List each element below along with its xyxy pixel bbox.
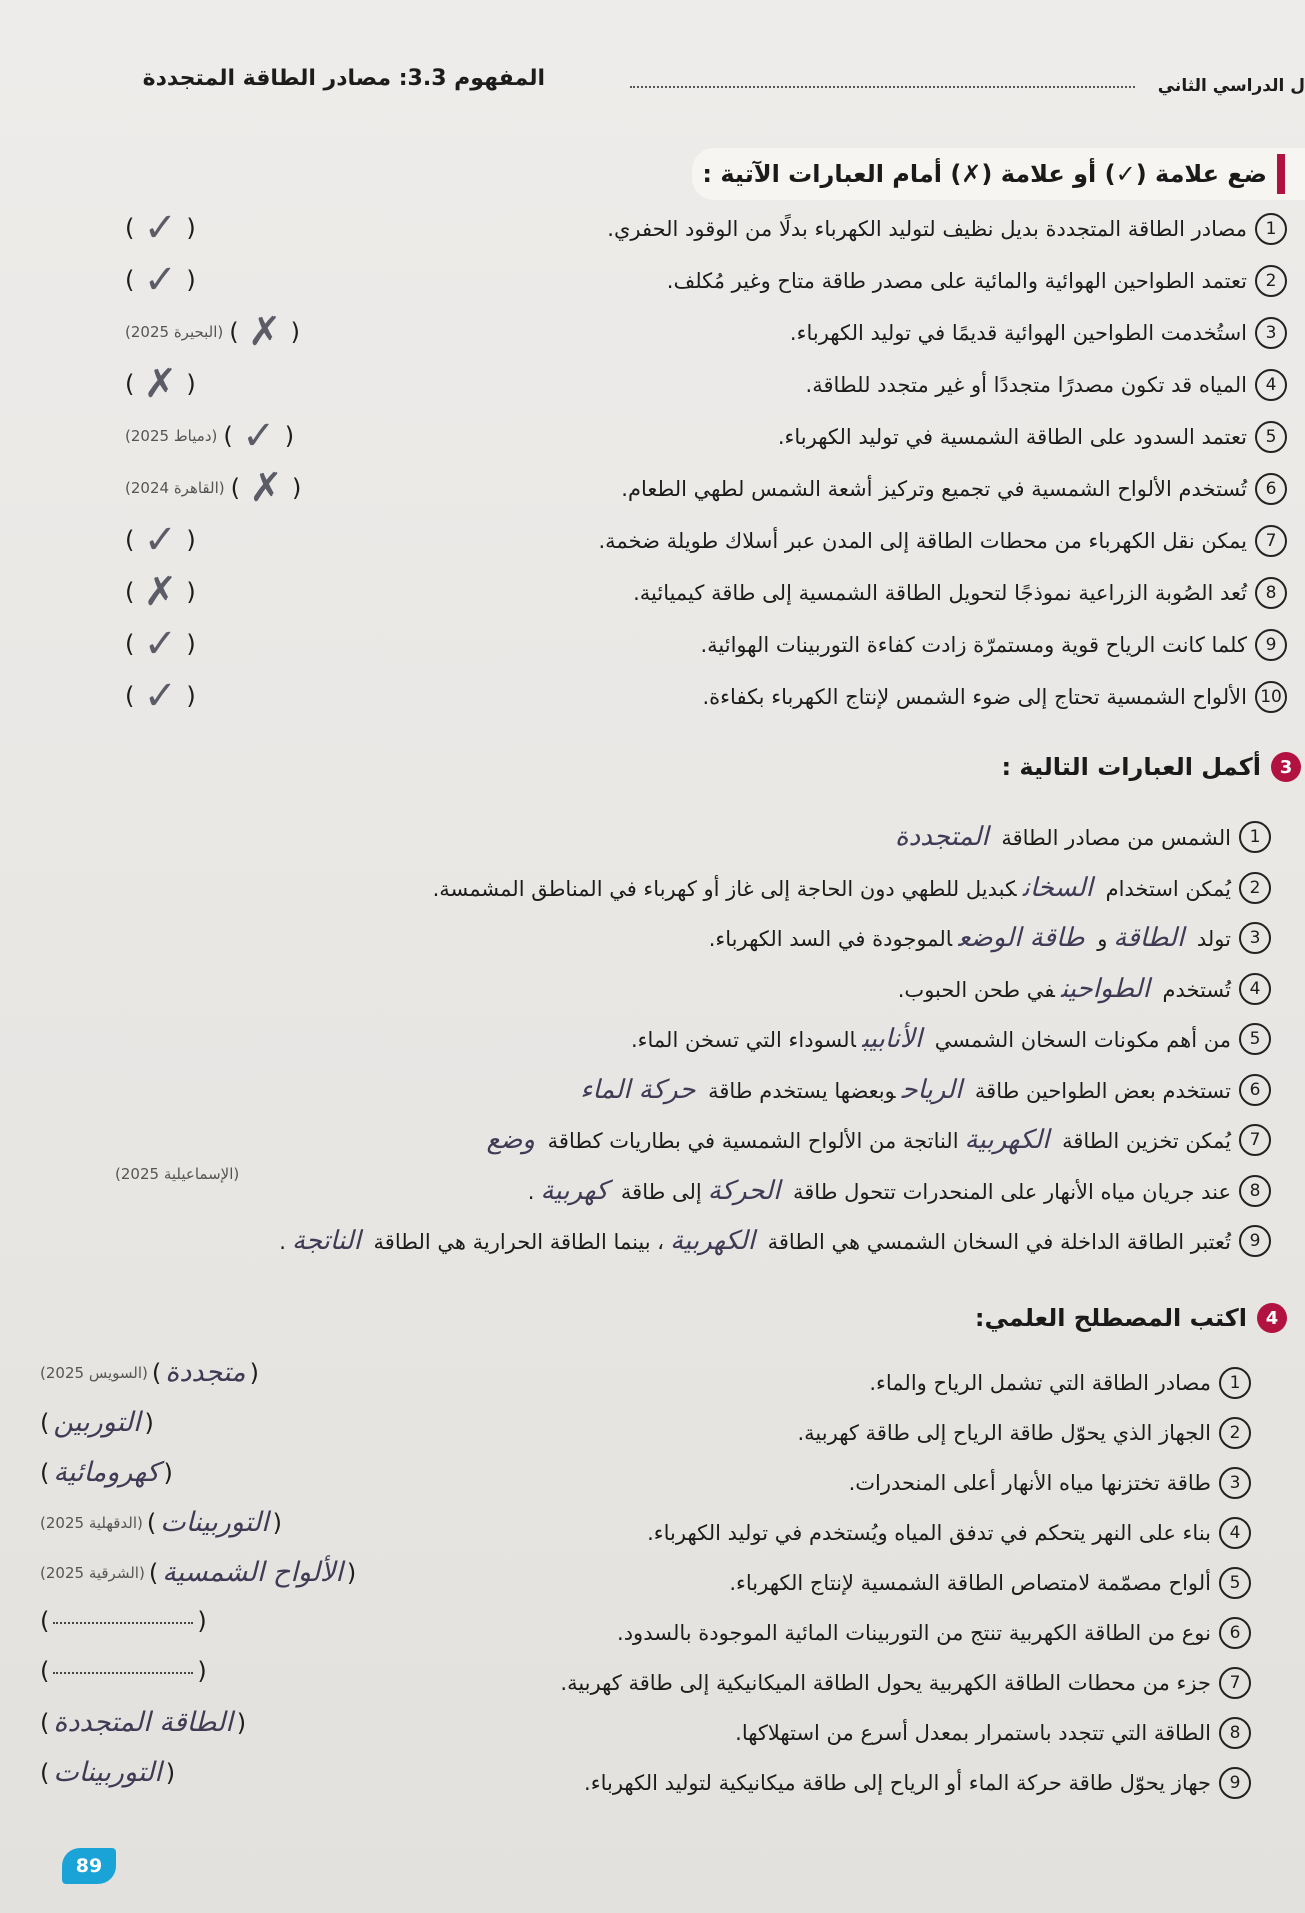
handwritten-answer: الألواح الشمسية: [162, 1557, 343, 1588]
item-number: 8: [1255, 577, 1287, 609]
term-item: [735, 1717, 1251, 1749]
section-2-title: ضع علامة (✓) أو علامة (✗) أمام العبارات الآتية :: [702, 160, 1267, 188]
handwritten-answer[interactable]: طاقة الوضع: [958, 923, 1085, 953]
statement-item: [621, 473, 1287, 505]
close-bracket: ): [151, 1358, 162, 1387]
open-bracket: (: [163, 1458, 173, 1487]
completion-item: [528, 1175, 1271, 1207]
handwritten-answer[interactable]: الكهربية: [670, 1226, 755, 1256]
definition-text: مصادر الطاقة التي تشمل الرياح والماء.: [869, 1371, 1211, 1395]
handwritten-answer: التوربين: [53, 1407, 141, 1438]
sentence-part: يُمكن تخزين الطاقة: [1062, 1129, 1231, 1153]
close-bracket: ): [125, 214, 135, 242]
term-answer-bracket[interactable]: [40, 1357, 259, 1388]
item-number: 6: [1255, 473, 1287, 505]
open-bracket: (: [165, 1758, 176, 1787]
term-item: [729, 1567, 1251, 1599]
sentence-part: و: [1097, 927, 1108, 951]
cross-mark: ✗: [143, 569, 178, 615]
statement-item: [700, 629, 1287, 661]
term-item: [849, 1467, 1251, 1499]
statement-item: [703, 681, 1288, 713]
item-number: 4: [1239, 973, 1271, 1005]
handwritten-answer[interactable]: الحركة: [707, 1175, 781, 1206]
item-number: 8: [1239, 1175, 1271, 1207]
open-bracket: (: [144, 1408, 154, 1437]
close-bracket: ): [125, 526, 135, 554]
definition-text: الطاقة التي تتجدد باستمرار بمعدل أسرع من استهلاكها.: [735, 1721, 1211, 1745]
section-3-heading: [1001, 752, 1301, 782]
handwritten-answer[interactable]: حركة الماء: [580, 1074, 696, 1105]
close-bracket: ): [40, 1657, 50, 1685]
completion-item: [889, 821, 1271, 853]
term-answer-bracket[interactable]: [40, 1707, 246, 1738]
close-bracket: ): [125, 630, 135, 658]
answer-bracket[interactable]: [125, 673, 196, 719]
close-bracket: ): [40, 1408, 50, 1437]
heading-accent-bar: [1277, 154, 1285, 194]
completion-item: [433, 872, 1271, 904]
open-bracket: (: [186, 266, 196, 294]
item-number: 3: [1255, 317, 1287, 349]
completion-text: [480, 1125, 1231, 1155]
statement-text: تعتمد السدود على الطاقة الشمسية في توليد الكهرباء.: [777, 425, 1247, 449]
completion-text: [279, 1226, 1231, 1256]
sentence-part: تُستخدم: [1162, 977, 1231, 1002]
close-bracket: ): [40, 1458, 50, 1487]
close-bracket: ): [146, 1508, 157, 1537]
definition-text: نوع من الطاقة الكهربية تنتج من التوربينات المائية الموجودة بالسدود.: [617, 1621, 1211, 1645]
open-bracket: (: [249, 1358, 259, 1387]
item-number: 4: [1255, 369, 1287, 401]
item-number: 4: [1219, 1517, 1251, 1549]
term-answer-bracket[interactable]: [40, 1457, 173, 1488]
handwritten-answer: الطاقة المتجددة: [53, 1707, 233, 1738]
empty-answer-line: [53, 1618, 193, 1624]
statement-item: [667, 265, 1287, 297]
statement-item: [607, 213, 1287, 245]
sentence-part: الناتجة من الألواح الشمسية في بطاريات كطاقة: [547, 1129, 959, 1153]
definition-text: ألواح مصمّمة لامتصاص الطاقة الشمسية لإنتاج الكهرباء.: [729, 1571, 1211, 1595]
section-number-badge: 4: [1257, 1303, 1287, 1333]
definition-text: الجهاز الذي يحوّل طاقة الرياح إلى طاقة كهربية.: [797, 1421, 1211, 1445]
answer-bracket[interactable]: [125, 621, 196, 667]
sentence-part: السوداء التي تسخن الماء.: [630, 1028, 856, 1052]
exam-source-tag: (الشرقية 2025): [40, 1563, 145, 1582]
definition-text: طاقة تختزنها مياه الأنهار أعلى المنحدرات.: [848, 1471, 1211, 1495]
check-mark: ✓: [143, 205, 178, 251]
term-answer-bracket[interactable]: [40, 1657, 207, 1685]
open-bracket: (: [197, 1657, 207, 1685]
completion-text: [631, 1024, 1231, 1054]
open-bracket: (: [186, 682, 196, 710]
item-number: 9: [1239, 1225, 1271, 1257]
close-bracket: ): [229, 318, 239, 346]
open-bracket: (: [236, 1708, 247, 1737]
close-bracket: ): [40, 1758, 50, 1787]
term-answer-bracket[interactable]: [40, 1607, 207, 1635]
item-number: 1: [1219, 1367, 1251, 1399]
completion-text: [528, 1176, 1231, 1206]
completion-item: [898, 973, 1271, 1005]
exam-source-tag: (الإسماعيلية 2025): [115, 1164, 240, 1183]
sentence-part: عند جريان مياه الأنهار على المنحدرات تتحول طاقة: [793, 1179, 1231, 1204]
sentence-part: من أهم مكونات السخان الشمسي: [934, 1028, 1231, 1052]
sentence-part: الموجودة في السد الكهرباء.: [708, 927, 953, 951]
item-number: 8: [1219, 1717, 1251, 1749]
open-bracket: (: [272, 1508, 282, 1537]
exam-source-tag: (القاهرة 2024): [125, 479, 225, 497]
item-number: 9: [1219, 1767, 1251, 1799]
close-bracket: ): [40, 1708, 50, 1737]
chapter-header: ل الدراسي الثاني: [1157, 76, 1305, 96]
check-mark: ✓: [143, 621, 178, 667]
sentence-part: تولد: [1196, 927, 1231, 951]
item-number: 6: [1239, 1074, 1271, 1106]
section-number-badge: 3: [1271, 752, 1301, 782]
handwritten-answer: كهرومائية: [53, 1457, 160, 1488]
open-bracket: (: [186, 214, 196, 242]
completion-item: [574, 1074, 1271, 1106]
handwritten-answer[interactable]: وضع: [486, 1125, 535, 1155]
page-number: 89: [62, 1848, 116, 1884]
term-answer-bracket[interactable]: [40, 1407, 154, 1438]
close-bracket: ): [148, 1558, 159, 1587]
open-bracket: (: [346, 1558, 357, 1587]
item-number: 7: [1239, 1124, 1271, 1156]
statement-item: [790, 317, 1287, 349]
term-item: [647, 1517, 1251, 1549]
open-bracket: (: [186, 370, 196, 398]
item-number: 10: [1255, 681, 1287, 713]
item-number: 5: [1219, 1567, 1251, 1599]
header-dotted-line: [630, 86, 1135, 88]
completion-item: [709, 922, 1271, 954]
close-bracket: ): [230, 474, 240, 502]
section-4-heading: [975, 1303, 1287, 1333]
item-number: 2: [1255, 265, 1287, 297]
completion-text: [898, 974, 1231, 1004]
item-number: 1: [1255, 213, 1287, 245]
close-bracket: ): [40, 1607, 50, 1635]
statement-text: تُستخدم الألواح الشمسية في تجميع وتركيز أشعة الشمس لطهي الطعام.: [621, 477, 1247, 501]
check-mark: ✓: [143, 517, 178, 563]
section-3-title: أكمل العبارات التالية :: [1001, 753, 1261, 781]
sentence-part: ، بينما الطاقة الحرارية هي الطاقة: [373, 1230, 665, 1254]
sentence-part: الشمس من مصادر الطاقة: [1001, 826, 1231, 850]
section-4-title: اكتب المصطلح العلمي:: [974, 1304, 1247, 1332]
sentence-part: تستخدم بعض الطواحين طاقة: [974, 1078, 1231, 1103]
item-number: 2: [1219, 1417, 1251, 1449]
definition-text: جزء من محطات الطاقة الكهربية يحول الطاقة الميكانيكية إلى طاقة كهربية.: [560, 1671, 1211, 1695]
cross-mark: ✗: [143, 361, 178, 407]
sentence-part: وبعضها يستخدم طاقة: [708, 1078, 896, 1103]
answer-bracket[interactable]: [125, 257, 196, 303]
completion-item: [480, 1124, 1271, 1156]
statement-text: المياه قد تكون مصدرًا متجددًا أو غير متجدد للطاقة.: [805, 373, 1247, 397]
cross-mark: ✗: [247, 309, 282, 355]
sentence-part: تُعتبر الطاقة الداخلة في السخان الشمسي هي الطاقة: [767, 1230, 1231, 1254]
open-bracket: (: [186, 526, 196, 554]
close-bracket: ): [125, 682, 135, 710]
term-item: [869, 1367, 1251, 1399]
term-item: [617, 1617, 1251, 1649]
item-number: 7: [1255, 525, 1287, 557]
item-number: 6: [1219, 1617, 1251, 1649]
completion-text: [433, 873, 1231, 903]
sentence-part: في طحن الحبوب.: [897, 977, 1055, 1002]
open-bracket: (: [186, 578, 196, 606]
handwritten-answer[interactable]: المتجددة: [895, 822, 989, 852]
completion-text: [574, 1075, 1231, 1105]
check-mark: ✓: [143, 257, 178, 303]
item-number: 5: [1255, 421, 1287, 453]
item-number: 5: [1239, 1023, 1271, 1055]
close-bracket: ): [125, 266, 135, 294]
exam-source-tag: (الدقهلية 2025): [40, 1513, 143, 1532]
item-number: 3: [1239, 922, 1271, 954]
open-bracket: (: [290, 318, 301, 346]
answer-bracket[interactable]: [125, 413, 294, 459]
item-number: 9: [1255, 629, 1287, 661]
open-bracket: (: [197, 1607, 207, 1635]
definition-text: جهاز يحوّل طاقة حركة الماء أو الرياح إلى طاقة ميكانيكية لتوليد الكهرباء.: [584, 1771, 1211, 1795]
close-bracket: ): [223, 422, 233, 450]
term-item: [560, 1667, 1251, 1699]
definition-text: بناء على النهر يتحكم في تدفق المياه ويُستخدم في توليد الكهرباء.: [647, 1521, 1211, 1545]
handwritten-answer: التوربينات: [160, 1507, 269, 1538]
handwritten-answer[interactable]: الطواحين: [1060, 973, 1150, 1004]
check-mark: ✓: [241, 413, 276, 459]
term-answer-bracket[interactable]: [40, 1557, 356, 1588]
open-bracket: (: [284, 422, 295, 450]
handwritten-answer[interactable]: كهربية: [540, 1175, 609, 1206]
handwritten-answer[interactable]: الطاقة: [1113, 923, 1185, 953]
close-bracket: ): [125, 578, 135, 606]
handwritten-answer: متجددة: [165, 1357, 246, 1388]
term-item: [798, 1417, 1252, 1449]
statement-text: تعتمد الطواحين الهوائية والمائية على مصدر طاقة متاح وغير مُكلف.: [666, 269, 1247, 293]
answer-bracket[interactable]: [125, 309, 300, 355]
term-answer-bracket[interactable]: [40, 1757, 175, 1788]
completion-text: [709, 923, 1231, 953]
statement-text: الألواح الشمسية تحتاج إلى ضوء الشمس لإنتاج الكهرباء بكفاءة.: [702, 685, 1247, 709]
answer-bracket[interactable]: [125, 465, 301, 511]
item-number: 2: [1239, 872, 1271, 904]
handwritten-answer[interactable]: الكهربية: [964, 1125, 1050, 1155]
statement-item: [633, 577, 1287, 609]
statement-text: كلما كانت الرياح قوية ومستمرّة زادت كفاءة التوربينات الهوائية.: [700, 633, 1247, 657]
statement-item: [778, 421, 1287, 453]
sentence-part: يُمكن استخدام: [1105, 876, 1231, 901]
term-item: [584, 1767, 1251, 1799]
completion-text: [889, 822, 1231, 852]
statement-text: مصادر الطاقة المتجددة بديل نظيف لتوليد الكهرباء بدلًا من الوقود الحفري.: [607, 217, 1247, 241]
concept-header: المفهوم 3.3: مصادر الطاقة المتجددة: [142, 66, 545, 91]
handwritten-answer[interactable]: السخان: [1022, 872, 1093, 903]
sentence-part: كبديل للطهي دون الحاجة إلى غاز أو كهرباء في المناطق المشمسة.: [432, 876, 1017, 901]
exam-source-tag: (دمياط 2025): [125, 427, 218, 445]
statement-text: تُعد الصُوبة الزراعية نموذجًا لتحويل الطاقة الشمسية إلى طاقة كيميائية.: [633, 581, 1247, 605]
term-answer-bracket[interactable]: [40, 1507, 282, 1538]
handwritten-answer[interactable]: الناتجة: [291, 1226, 361, 1256]
item-number: 1: [1239, 821, 1271, 853]
open-bracket: (: [186, 630, 196, 658]
completion-item: [279, 1225, 1271, 1257]
answer-bracket[interactable]: [125, 361, 196, 407]
empty-answer-line: [53, 1668, 193, 1674]
completion-item: [631, 1023, 1271, 1055]
answer-bracket[interactable]: [125, 569, 196, 615]
answer-bracket[interactable]: [125, 205, 196, 251]
check-mark: ✓: [143, 673, 178, 719]
exam-source-tag: (البحيرة 2025): [125, 323, 224, 341]
exam-source-tag: (السويس 2025): [40, 1363, 148, 1382]
close-bracket: ): [125, 370, 135, 398]
statement-text: يمكن نقل الكهرباء من محطات الطاقة إلى المدن عبر أسلاك طويلة ضخمة.: [598, 529, 1247, 553]
statement-text: استُخدمت الطواحين الهوائية قديمًا في توليد الكهرباء.: [789, 321, 1247, 345]
section-2-heading: [692, 148, 1305, 200]
handwritten-answer[interactable]: الأنابيب: [861, 1024, 923, 1054]
open-bracket: (: [291, 474, 302, 502]
sentence-part: .: [279, 1230, 286, 1254]
handwritten-answer[interactable]: الرياح: [901, 1074, 963, 1105]
item-number: 3: [1219, 1467, 1251, 1499]
sentence-part: .: [527, 1179, 535, 1204]
statement-item: [598, 525, 1287, 557]
answer-bracket[interactable]: [125, 517, 196, 563]
statement-item: [806, 369, 1287, 401]
handwritten-answer: التوربينات: [53, 1757, 162, 1788]
sentence-part: إلى طاقة: [620, 1179, 702, 1204]
cross-mark: ✗: [249, 465, 283, 511]
item-number: 7: [1219, 1667, 1251, 1699]
